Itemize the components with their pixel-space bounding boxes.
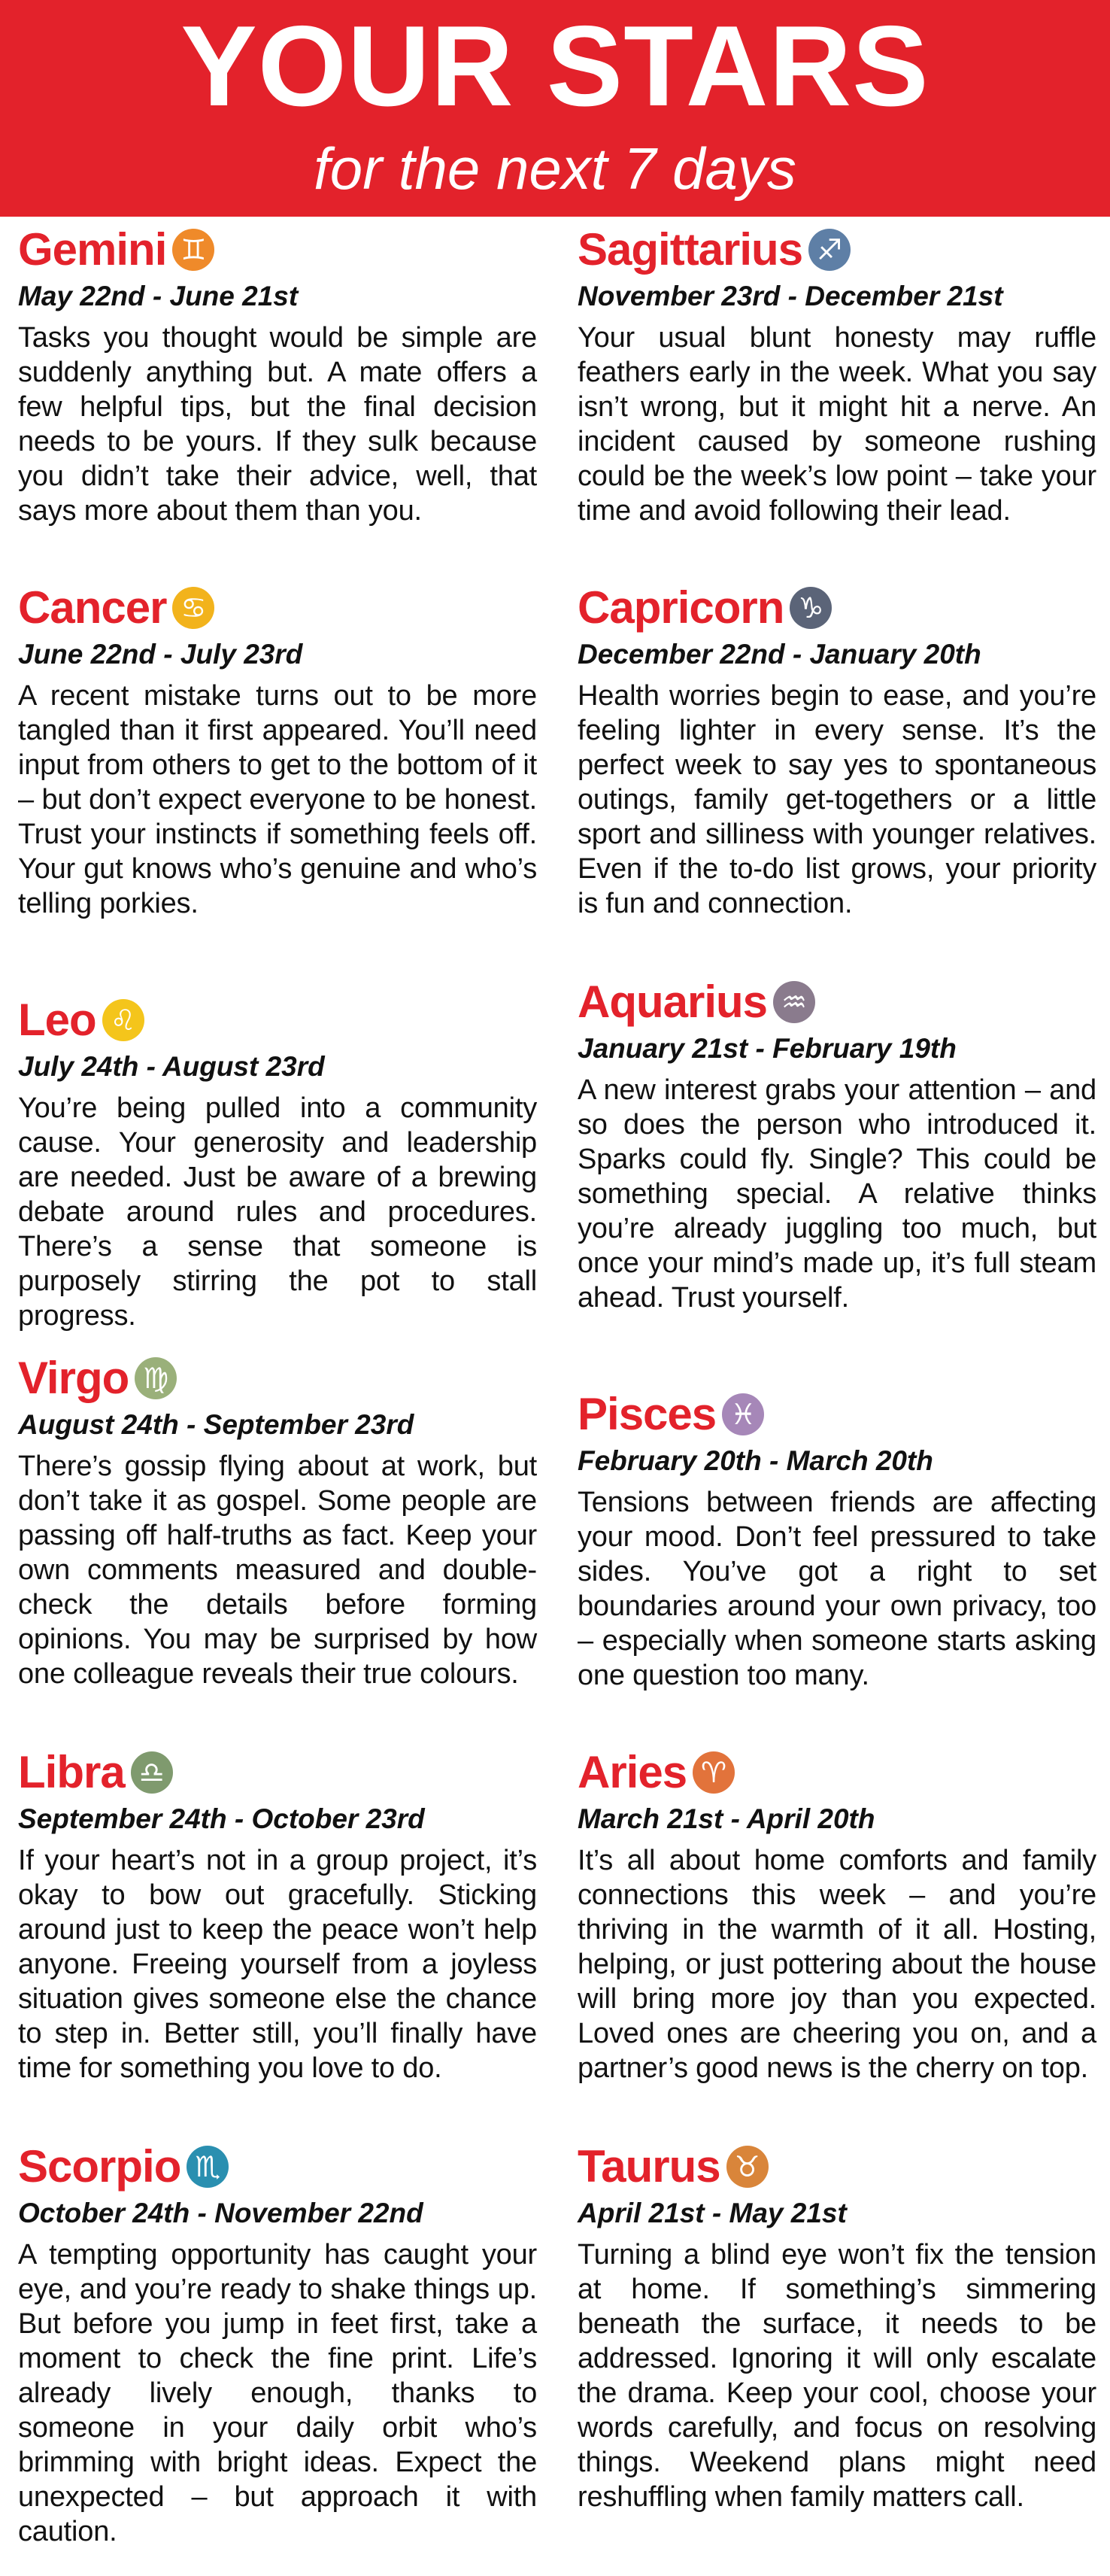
sign-name: Virgo [18,1353,129,1403]
libra-icon: ♎ [131,1751,173,1794]
sign-header [578,975,1096,1029]
sign-libra [18,1745,537,2085]
sign-text: Health worries begin to ease, and you’re feeling lighter in every sense. It’s the perfect week to say yes to spontaneous outings, family get-togethers or a little sport and silliness with younger relatives. Even if the to-do list grows, your priority is fun and connection. [578,680,1096,919]
sign-name: Pisces [578,1389,717,1439]
virgo-icon: ♍ [135,1357,177,1399]
sagittarius-icon: ♐ [808,229,851,271]
sign-header [18,223,537,277]
sign-header [18,581,537,635]
sign-name: Libra [18,1747,125,1797]
sign-text: Tensions between friends are affecting your mood. Don’t feel pressured to take sides. You’ve got a right to set boundaries around your own privacy, too – especially when someone starts asking one question too many. [578,1487,1096,1691]
sign-dates: December 22nd - January 20th [578,639,981,670]
sign-text: Turning a blind eye won’t fix the tension at home. If something’s simmering beneath the surface, it needs to be addressed. Ignoring it will only escalate the drama. Keep your cool, choose your words carefully, and focus on resolving things. Weekend plans might need reshuffling when family matters call. [578,2239,1096,2513]
sign-dates: April 21st - May 21st [578,2198,847,2228]
sign-header [578,2140,1096,2194]
sign-name: Taurus [578,2141,720,2192]
sign-text: There’s gossip flying about at work, but don’t take it as gospel. Some people are passing off half-truths as fact. Keep your own comments measured and double-check the details before forming opinions. You may be surprised by how one colleague reveals their true colours. [18,1451,537,1690]
sign-text: A recent mistake turns out to be more tangled than it first appeared. You’ll need input from others to get to the bottom of it – but don’t expect everyone to be honest. Trust your instincts if something feels off. Your gut knows who’s genuine and who’s telling porkies. [18,680,537,919]
sign-scorpio [18,2140,537,2549]
sign-text: You’re being pulled into a community cause. Your generosity and leadership are needed. Just be aware of a brewing debate around rules and procedures. There’s a sense that someone is purposely stirring the pot to stall progress. [18,1092,537,1332]
sign-name: Scorpio [18,2141,181,2192]
sign-header [18,1745,537,1800]
sign-name: Capricorn [578,582,784,633]
sign-text: A new interest grabs your attention – and so does the person who introduced it. Sparks could fly. Single? This could be something special. A relative thinks you’re already juggling too much, but once your mind’s made up, it’s full steam ahead. Trust yourself. [578,1074,1096,1314]
sign-leo [18,993,537,1333]
sign-dates: August 24th - September 23rd [18,1409,414,1440]
sign-capricorn [578,581,1096,921]
sign-name: Leo [18,995,96,1045]
sign-header [578,223,1096,277]
sign-dates: March 21st - April 20th [578,1803,875,1834]
sign-dates: May 22nd - June 21st [18,281,299,311]
sign-virgo [18,1351,537,1691]
sign-sagittarius [578,223,1096,528]
sign-header [18,1351,537,1405]
sign-gemini [18,223,537,528]
sign-text: Your usual blunt honesty may ruffle feathers early in the week. What you say isn’t wrong, but it might hit a nerve. An incident caused by someone rushing could be the week’s low point – take your time and avoid following their lead. [578,322,1096,527]
pisces-icon: ♓ [722,1393,764,1435]
sign-text: A tempting opportunity has caught your eye, and you’re ready to shake things up. But before you jump in feet first, take a moment to check the fine print. Life’s already lively enough, thanks to someone in your daily orbit who’s brimming with bright ideas. Expect the unexpected – but approach it with caution. [18,2239,537,2547]
sign-dates: September 24th - October 23rd [18,1803,425,1834]
header-banner [0,0,1110,217]
capricorn-icon: ♑ [790,587,832,629]
taurus-icon: ♉ [726,2146,769,2188]
sign-header [578,1745,1096,1800]
sign-text: It’s all about home comforts and family connections this week – and you’re thriving in the warmth of it all. Hosting, helping, or just pottering about the house will bring more joy than you expected. Loved ones are cheering you on, and a partner’s good news is the cherry on top. [578,1845,1096,2084]
sign-header [578,1387,1096,1441]
sign-dates: January 21st - February 19th [578,1033,957,1064]
aries-icon: ♈ [693,1751,735,1794]
sign-cancer [18,581,537,921]
sign-header [18,993,537,1047]
sign-text: Tasks you thought would be simple are suddenly anything but. A mate offers a few helpful tips, but the final decision needs to be yours. If they sulk because you didn’t take their advice, well, that says more about them than you. [18,322,537,527]
sign-name: Gemini [18,224,167,275]
sign-dates: November 23rd - December 21st [578,281,1003,311]
sign-dates: June 22nd - July 23rd [18,639,303,670]
page-subtitle: for the next 7 days [314,135,796,202]
page-title: YOUR STARS [180,2,930,130]
cancer-icon: ♋ [172,587,214,629]
sign-name: Sagittarius [578,224,803,275]
leo-icon: ♌ [102,999,144,1041]
sign-name: Aquarius [578,977,768,1027]
sign-dates: July 24th - August 23rd [18,1051,325,1082]
sign-text: If your heart’s not in a group project, it’s okay to bow out gracefully. Sticking around just to keep the peace won’t help anyone. Freeing yourself from a joyless situation gives someone else the chance to step in. Better still, you’ll finally have time for something you love to do. [18,1845,537,2084]
sign-dates: October 24th - November 22nd [18,2198,423,2228]
sign-taurus [578,2140,1096,2514]
sign-aries [578,1745,1096,2085]
sign-pisces [578,1387,1096,1693]
sign-aquarius [578,975,1096,1315]
sign-dates: February 20th - March 20th [578,1445,933,1476]
sign-header [18,2140,537,2194]
sign-name: Cancer [18,582,167,633]
gemini-icon: ♊ [172,229,214,271]
scorpio-icon: ♏ [187,2146,229,2188]
aquarius-icon: ♒ [773,981,815,1023]
sign-name: Aries [578,1747,687,1797]
sign-header [578,581,1096,635]
